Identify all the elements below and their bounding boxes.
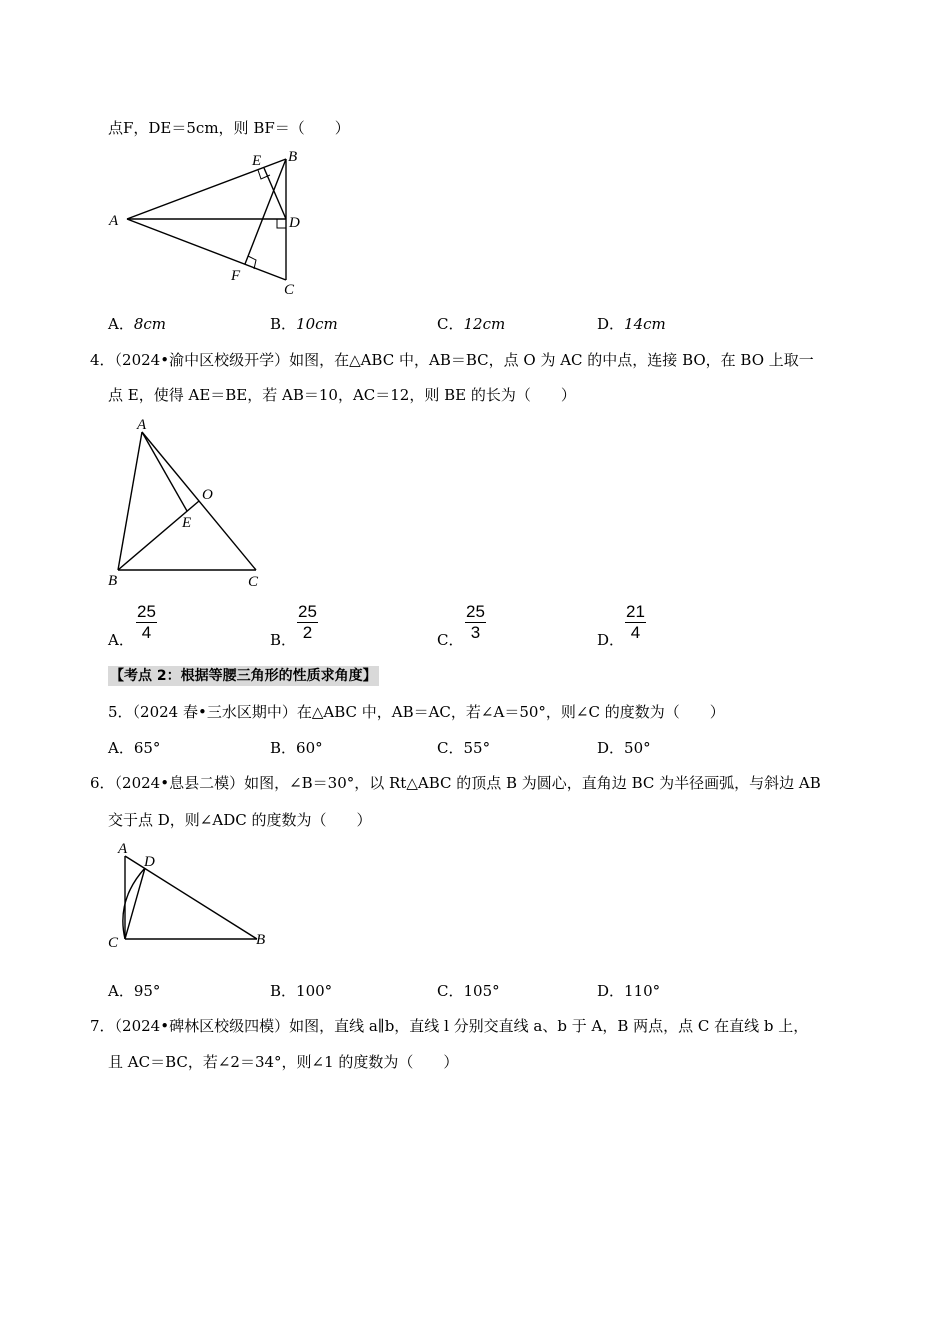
- q4-option-b[interactable]: B．: [270, 631, 297, 649]
- q4-segment-bo: [118, 501, 199, 570]
- q6-figure: [100, 836, 280, 951]
- q3-option-b[interactable]: B．10cm: [270, 315, 338, 333]
- q6-option-d[interactable]: D．110°: [597, 982, 661, 1000]
- q4-question-line2: 点 E，使得 AE＝BE，若 AB＝10，AC＝12，则 BE 的长为（ ）: [108, 386, 576, 404]
- q6-label-d: D: [144, 854, 155, 870]
- q4-question-line1: 4．（2024•渝中区校级开学）如图，在△ABC 中，AB＝BC，点 O 为 AC 的中点，连接 BO，在 BO 上取一: [90, 351, 814, 369]
- q6-option-b[interactable]: B．100°: [270, 982, 333, 1000]
- q4-option-a[interactable]: A．: [108, 631, 134, 649]
- q3-option-a[interactable]: A．8cm: [108, 315, 167, 333]
- q4-label-e: E: [182, 515, 192, 531]
- q4-label-a: A: [137, 417, 147, 433]
- q6-label-c: C: [108, 935, 119, 951]
- q3-label-f: F: [231, 268, 241, 284]
- q3-segment-de: [264, 168, 286, 219]
- q5-option-c[interactable]: C．55°: [437, 739, 491, 757]
- q4-option-b-fraction: $\frac{25}{2}$: [298, 602, 317, 642]
- q3-label-d: D: [289, 215, 300, 231]
- q4-label-o: O: [202, 487, 213, 503]
- q5-option-d[interactable]: D．50°: [597, 739, 651, 757]
- q3-segment-ac: [127, 219, 286, 280]
- q4-label-c: C: [248, 574, 259, 590]
- q3-segment-bf: [245, 159, 286, 264]
- q3-label-b: B: [288, 149, 298, 165]
- q7-question-line2: 且 AC＝BC，若∠2＝34°，则∠1 的度数为（ ）: [108, 1053, 459, 1071]
- q4-option-c[interactable]: C．: [437, 631, 464, 649]
- q4-option-d-fraction: $\frac{21}{4}$: [626, 602, 645, 642]
- q6-question-line2: 交于点 D，则∠ADC 的度数为（ ）: [108, 811, 372, 829]
- q3-label-a: A: [109, 213, 119, 229]
- q3-option-c[interactable]: C．12cm: [437, 315, 506, 333]
- q3-figure: [105, 148, 315, 298]
- q3-text-tail: 点F，DE＝5cm，则 BF＝（ ）: [108, 119, 350, 137]
- q6-segment-cd: [125, 868, 145, 939]
- q6-question-line1: 6．（2024•息县二模）如图，∠B＝30°，以 Rt△ABC 的顶点 B 为圆心，直角边 BC 为半径画弧，与斜边 AB: [90, 774, 821, 792]
- q5-option-a[interactable]: A．65°: [108, 739, 161, 757]
- q5-option-b[interactable]: B．60°: [270, 739, 323, 757]
- q3-segment-ab: [127, 159, 286, 219]
- q6-label-b: B: [256, 932, 266, 948]
- q6-label-a: A: [118, 841, 128, 857]
- q4-segment-ae: [142, 432, 187, 511]
- section-heading-2: 【考点 2：根据等腰三角形的性质求角度】: [110, 668, 377, 684]
- q5-question-line1: 5．（2024 春•三水区期中）在△ABC 中，AB＝AC，若∠A＝50°，则∠C 的度数为（ ）: [108, 703, 725, 721]
- q4-label-b: B: [108, 573, 118, 589]
- q6-option-c[interactable]: C．105°: [437, 982, 500, 1000]
- q4-option-d[interactable]: D．: [597, 631, 625, 649]
- q3-option-d[interactable]: D．14cm: [597, 315, 666, 333]
- q4-option-c-fraction: $\frac{25}{3}$: [466, 602, 485, 642]
- q3-right-angle-d: [277, 219, 286, 228]
- q3-label-e: E: [252, 153, 262, 169]
- q4-segment-ab: [118, 432, 142, 570]
- q4-option-a-fraction: $\frac{25}{4}$: [137, 602, 156, 642]
- q3-label-c: C: [284, 282, 295, 298]
- q4-figure: [100, 412, 280, 592]
- q6-option-a[interactable]: A．95°: [108, 982, 161, 1000]
- q7-question-line1: 7．（2024•碑林区校级四模）如图，直线 a∥b，直线 l 分别交直线 a、b 于 A，B 两点，点 C 在直线 b 上，: [90, 1017, 809, 1035]
